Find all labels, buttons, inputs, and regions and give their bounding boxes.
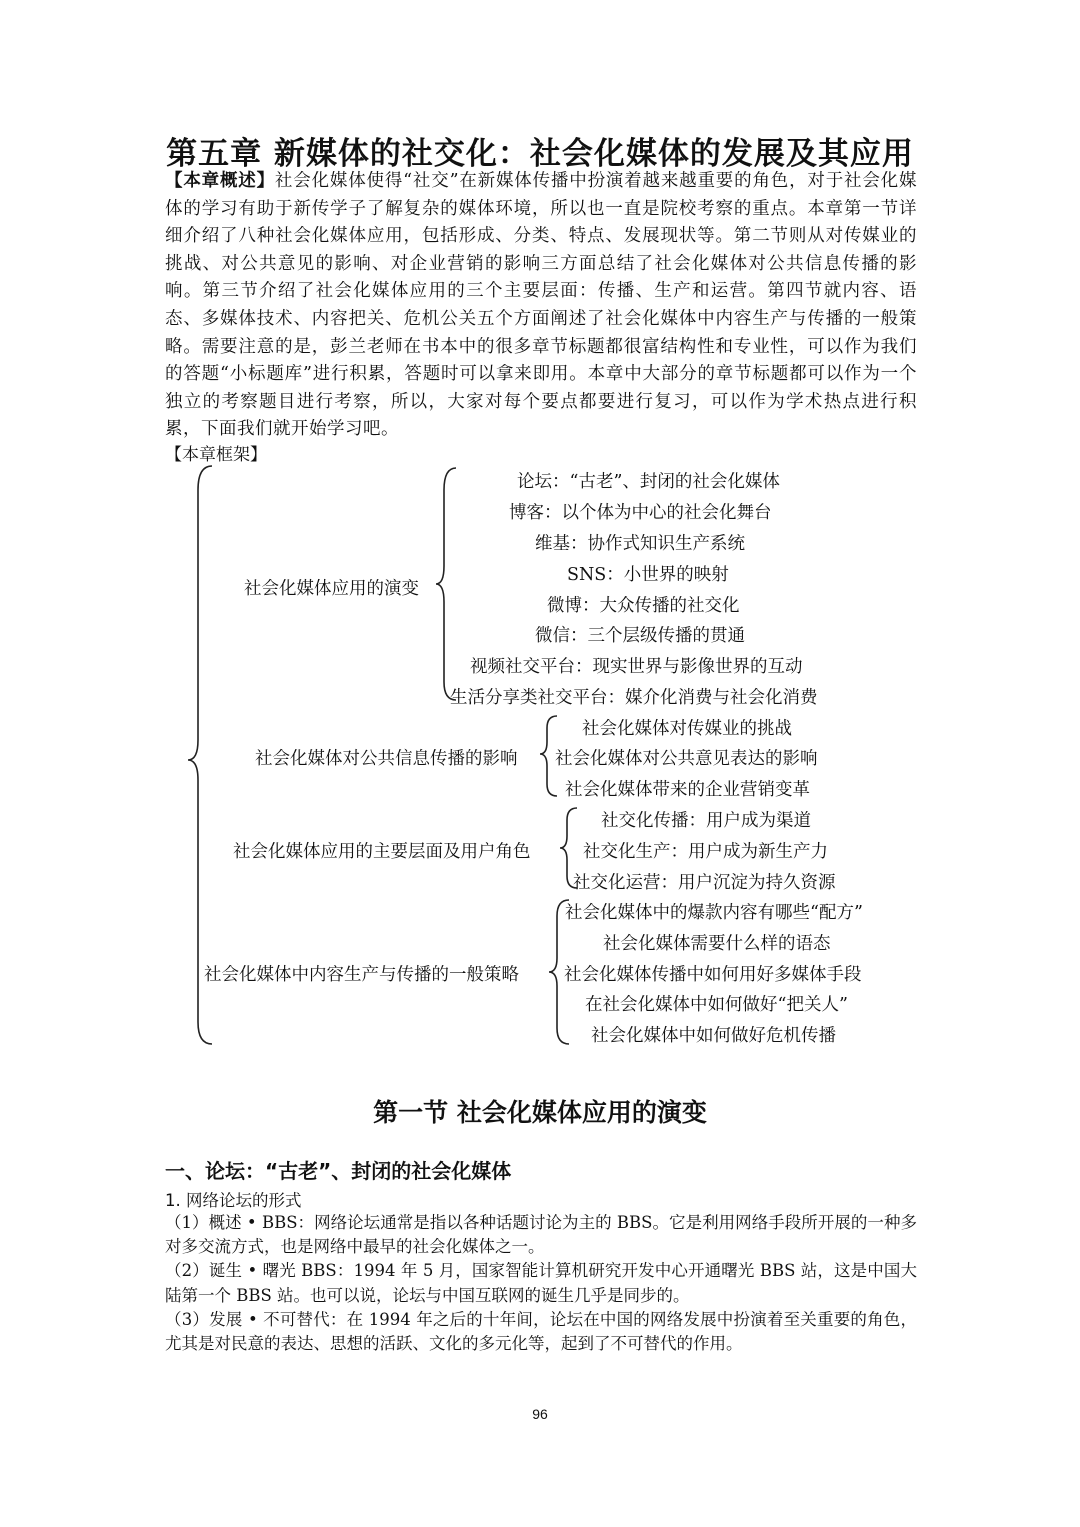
framework-item: 视频社交平台：现实世界与影像世界的互动 xyxy=(470,657,803,677)
framework-item: 社会化媒体中的爆款内容有哪些“配方” xyxy=(565,903,863,923)
framework-item: 社会化媒体需要什么样的语态 xyxy=(603,934,831,954)
framework-item: 论坛：“古老”、封闭的社会化媒体 xyxy=(517,472,780,492)
paragraph: （3）发展 • 不可替代：在 1994 年之后的十年间，论坛在中国的网络发展中扮演着至关重要的角色，尤其是对民意的表达、思想的活跃、文化的多元化等，起到了不可替代的作用。 xyxy=(165,1309,917,1354)
framework-group-title: 社会化媒体应用的主要层面及用户角色 xyxy=(233,842,531,862)
framework-item: 微信：三个层级传播的贯通 xyxy=(535,626,745,646)
main-brace xyxy=(188,466,212,1044)
chapter-title: 第五章 新媒体的社交化：社会化媒体的发展及其应用 xyxy=(166,136,914,172)
paragraph: （2）诞生 • 曙光 BBS：1994 年 5 月，国家智能计算机研究开发中心开通曙光 BBS 站，这是中国大陆第一个 BBS 站。也可以说，论坛与中国互联网的诞生几乎是同步的。 xyxy=(165,1261,917,1305)
paragraph: （1）概述 • BBS：网络论坛通常是指以各种话题讨论为主的 BBS。它是利用网络手段所开展的一种多对多交流方式，也是网络中最早的社会化媒体之一。 xyxy=(165,1213,917,1257)
framework-item: 社会化媒体带来的企业营销变革 xyxy=(565,780,810,800)
sub-sub-heading: 1. 网络论坛的形式 xyxy=(165,1191,302,1210)
framework-item: 维基：协作式知识生产系统 xyxy=(535,534,745,554)
framework-group-title: 社会化媒体对公共信息传播的影响 xyxy=(255,749,518,769)
framework-item: 生活分享类社交平台：媒介化消费与社会化消费 xyxy=(450,688,818,708)
framework-item: 社交化传播：用户成为渠道 xyxy=(601,811,811,831)
framework-item: 社交化运营：用户沉淀为持久资源 xyxy=(573,873,836,893)
framework-item: 博客：以个体为中心的社会化舞台 xyxy=(509,503,772,523)
brace-group-1 xyxy=(436,468,456,700)
framework-item: 社会化媒体中如何做好危机传播 xyxy=(591,1026,836,1046)
framework-item: 社会化媒体传播中如何用好多媒体手段 xyxy=(564,965,862,985)
section-title: 第一节 社会化媒体应用的演变 xyxy=(373,1098,707,1127)
framework-item: SNS：小世界的映射 xyxy=(567,565,729,585)
overview-label: 【本章概述】 xyxy=(165,171,275,191)
overview-text: 社会化媒体使得“社交”在新媒体传播中扮演着越来越重要的角色，对于社会化媒体的学习有助于新传学子了解复杂的媒体环境，所以也一直是院校考察的重点。本章第一节详细介绍了八种社会化媒体应用，包括形成、分类、特点、发展现状等。第二节则从对传媒业的挑战、对公共意见的影响、对企业营销的影响三方面总结了社会化媒体对公共信息传播的影响。第三节介绍了社会化媒体应用的三个主要层面：传播、生产和运营。第四节就内容、语态、多媒体技术、内容把关、危机公关五个方面阐述了社会化媒体中内容生产与传播的一般策略。需要注意的是，彭兰老师在书本中的很多章节标题都很富结构性和专业性，可以作为我们的答题“小标题库”进行积累，答题时可以拿来即用。本章中大部分的章节标题都可以作为一个独立的考察题目进行考察，所以，大家对每个要点都要进行复习，可以作为学术热点进行积累，下面我们就开始学习吧。 xyxy=(165,171,918,440)
framework-item: 社会化媒体对公共意见表达的影响 xyxy=(555,749,818,769)
framework-item: 在社会化媒体中如何做好“把关人” xyxy=(585,995,848,1015)
framework-label: 【本章框架】 xyxy=(165,445,267,465)
framework-item: 社会化媒体对传媒业的挑战 xyxy=(582,719,792,739)
framework-group-title: 社会化媒体应用的演变 xyxy=(244,579,419,599)
sub-heading: 一、论坛：“古老”、封闭的社会化媒体 xyxy=(165,1159,512,1183)
body-text xyxy=(165,1211,917,1356)
page-number: 96 xyxy=(532,1406,548,1422)
framework-group-title: 社会化媒体中内容生产与传播的一般策略 xyxy=(204,965,519,985)
framework-item: 微博：大众传播的社交化 xyxy=(547,596,740,616)
framework-item: 社交化生产：用户成为新生产力 xyxy=(583,842,828,862)
